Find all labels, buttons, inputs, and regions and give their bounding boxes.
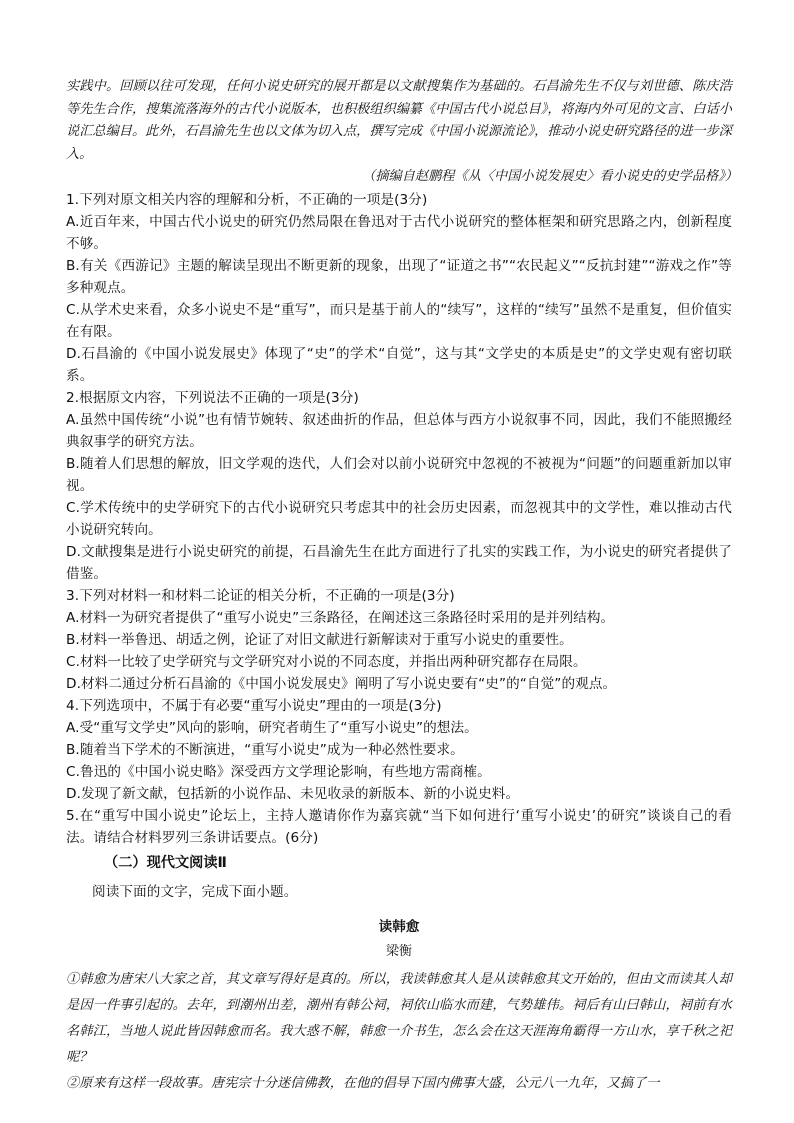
question-option: A.材料一为研究者提供了“重写小说史”三条路径，在阐述这三条路径时采用的是并列结构。: [66, 609, 615, 626]
question-option: A.虽然中国传统“小说”也有情节婉转、叙述曲折的作品，但总体与西方小说叙事不同，因此，我们不能照搬经典叙事学的研究方法。: [66, 411, 732, 450]
question-option: B.随着当下学术的不断演进，“重写小说史”成为一种必然性要求。: [66, 741, 464, 758]
page: [66, 76, 738, 1097]
article-paragraph: ①韩愈为唐宋八大家之首，其文章写得好是真的。所以，我读韩愈其人是从读韩愈其文开始的，但由文而读其人却是因一件事引起的。去年，到潮州出差，潮州有韩公祠，祠依山临水而建，气势雄伟。祠后有山曰韩山，祠前有水名韩江，当地人说此皆因韩愈而名。我大惑不解，韩愈一介书生，怎么会在这天涯海角霸得一方山水，享千秋之祀呢？: [66, 971, 732, 1065]
question-option: B.有关《西游记》主题的解读呈现出不断更新的现象，出现了“证道之书”“农民起义”“反抗封建”“游戏之作”等多种观点。: [66, 257, 732, 296]
question-option: D.石昌渝的《中国小说发展史》体现了“史”的学术“自觉”，这与其“文学史的本质是史”的文学史观有密切联系。: [66, 345, 732, 384]
question-option: C.学术传统中的史学研究下的古代小说研究只考虑其中的社会历史因素，而忽视其中的文学性，难以推动古代小说研究转向。: [66, 499, 732, 538]
question-stem: 1.下列对原文相关内容的理解和分析，不正确的一项是(3分): [66, 191, 428, 208]
article-paragraph: ②原来有这样一段故事。唐宪宗十分迷信佛教，在他的倡导下国内佛事大盛，公元八一九年，又搞了一: [66, 1075, 660, 1091]
question-stem: 3.下列对材料一和材料二论证的相关分析，不正确的一项是(3分): [66, 587, 455, 604]
question-option: C.从学术史来看，众多小说史不是“重写”，而只是基于前人的“续写”，这样的“续写”虽然不是重复，但价值实在有限。: [66, 301, 732, 340]
reading-instruction: 阅读下面的文字，完成下面小题。: [92, 883, 298, 900]
question-option: C.材料一比较了史学研究与文学研究对小说的不同态度，并指出两种研究都存在局限。: [66, 653, 587, 670]
question-stem: 4.下列选项中，不属于有必要“重写小说史”理由的一项是(3分): [66, 697, 442, 714]
intro-paragraph: 实践中。回顾以往可发现，任何小说史研究的展开都是以文献搜集作为基础的。石昌渝先生不仅与刘世德、陈庆浩等先生合作，搜集流落海外的古代小说版本，也积极组织编纂《中国古代小说总目》，将海内外可见的文言、白话小说汇总编目。此外，石昌渝先生也以文体为切入点，撰写完成《中国小说源流论》，推动小说史研究路径的进一步深入。: [66, 79, 732, 162]
question-stem: 5.在“重写中国小说史”论坛上，主持人邀请你作为嘉宾就“当下如何进行‘重写小说史’的研究”谈谈自己的看法。请结合材料罗列三条讲话要点。(6分): [66, 807, 732, 846]
question-option: B.材料一举鲁迅、胡适之例，论证了对旧文献进行新解读对于重写小说史的重要性。: [66, 631, 573, 648]
question-stem: 2.根据原文内容，下列说法不正确的一项是(3分): [66, 389, 359, 406]
source-citation: （摘编自赵鹏程《从〈中国小说发展史〉看小说史的史学品格》）: [362, 169, 738, 184]
question-option: B.随着人们思想的解放，旧文学观的迭代，人们会对以前小说研究中忽视的不被视为“问题”的问题重新加以审视。: [66, 455, 732, 494]
article-title: 读韩愈: [378, 918, 420, 935]
question-option: D.发现了新文献，包括新的小说作品、未见收录的新版本、新的小说史料。: [66, 785, 520, 802]
question-option: D.文献搜集是进行小说史研究的前提，石昌渝先生在此方面进行了扎实的实践工作，为小说史的研究者提供了借鉴。: [66, 543, 732, 582]
question-option: A.近百年来，中国古代小说史的研究仍然局限在鲁迅对于古代小说研究的整体框架和研究思路之内，创新程度不够。: [66, 213, 732, 252]
section-heading: （二）现代文阅读Ⅱ: [104, 854, 227, 871]
article-author: 梁衡: [385, 943, 412, 959]
question-option: D.材料二通过分析石昌渝的《中国小说发展史》阐明了写小说史要有“史”的“自觉”的观点。: [66, 675, 617, 692]
questions: [66, 189, 732, 849]
question-option: C.鲁迅的《中国小说史略》深受西方文学理论影响，有些地方需商榷。: [66, 763, 491, 780]
question-option: A.受“重写文学史”风向的影响，研究者萌生了“重写小说史”的想法。: [66, 719, 478, 736]
